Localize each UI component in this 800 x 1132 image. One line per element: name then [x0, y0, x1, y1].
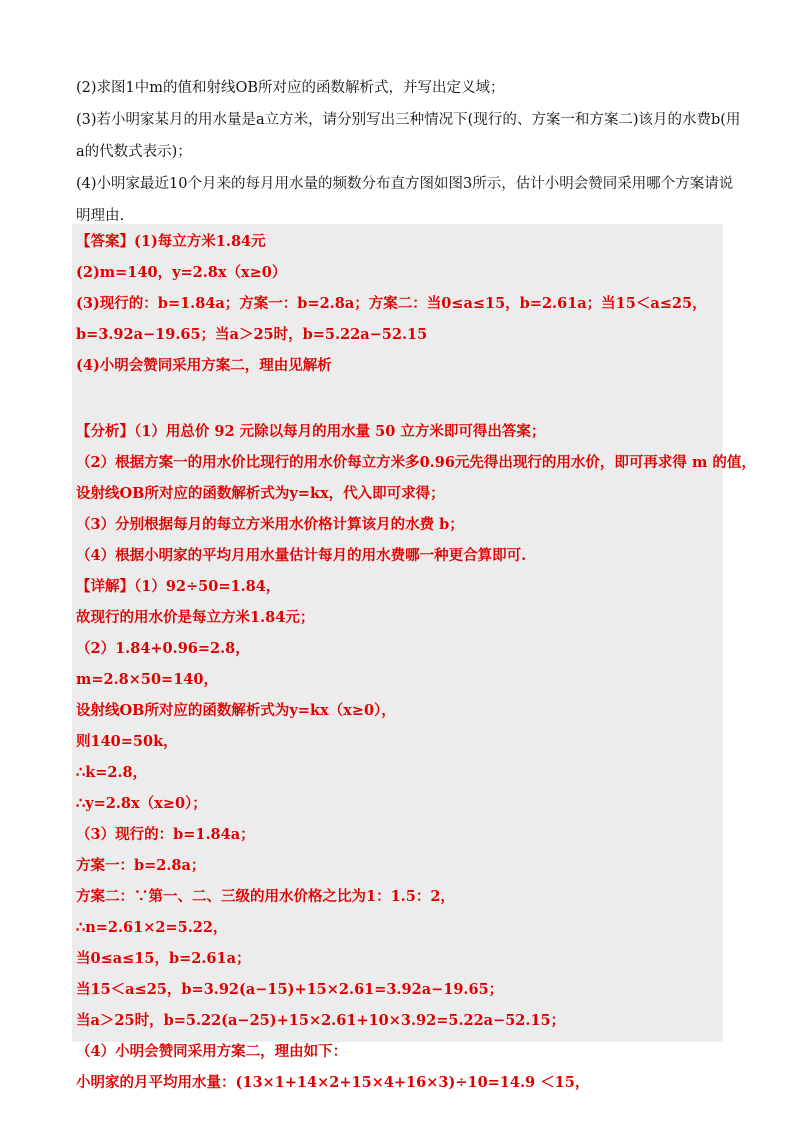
question-line: (2)求图1中m的值和射线OB所对应的函数解析式，并写出定义域；: [76, 80, 505, 96]
detail-line: 当0≤a≤15，b=2.61a；: [76, 950, 251, 967]
question-line: (3)若小明家某月的用水量是a立方米，请分别写出三种情况下(现行的、方案一和方案二)该月的水费b(用: [76, 112, 741, 128]
answer-content: [76, 226, 756, 1098]
answer-line: (3)现行的：b=1.84a；方案一：b=2.8a；方案二：当0≤a≤15，b=2.61a；当15＜a≤25，: [76, 295, 707, 312]
question-line: 明理由.: [76, 208, 125, 224]
question-line: (4)小明家最近10个月来的每月用水量的频数分布直方图如图3所示，估计小明会赞同采用哪个方案请说: [76, 176, 734, 192]
detail-line: 方案二：∵第一、二、三级的用水价格之比为1：1.5：2，: [76, 888, 455, 905]
detail-line: 【详解】（1）92÷50=1.84，: [76, 578, 281, 595]
spacer: [76, 381, 726, 416]
detail-line: ∴k=2.8，: [76, 764, 148, 781]
detail-line: 当15＜a≤25，b=3.92(a−15)+15×2.61=3.92a−19.65；: [76, 981, 504, 998]
analysis-line: 【分析】（1）用总价 92 元除以每月的用水量 50 立方米即可得出答案；: [76, 423, 546, 440]
detail-line: （3）现行的：b=1.84a；: [76, 826, 255, 843]
question-block: [76, 72, 741, 232]
analysis-line: 设射线OB所对应的函数解析式为y=kx，代入即可求得；: [76, 485, 445, 502]
detail-line: 小明家的月平均用水量：(13×1+14×2+15×4+16×3)÷10=14.9 ＜15，: [76, 1074, 590, 1091]
answer-line: (4)小明会赞同采用方案二，理由见解析: [76, 357, 332, 374]
detail-line: 设射线OB所对应的函数解析式为y=kx（x≥0），: [76, 702, 396, 719]
answer-line: 【答案】(1)每立方米1.84元: [76, 233, 266, 250]
detail-line: ∴y=2.8x（x≥0）；: [76, 795, 207, 812]
analysis-line: （2）根据方案一的用水价比现行的用水价每立方米多0.96元先得出现行的用水价，即可再求得 m 的值，: [76, 454, 756, 471]
analysis-line: （4）根据小明家的平均月用水量估计每月的用水费哪一种更合算即可.: [76, 547, 527, 564]
detail-line: 当a＞25时，b=5.22(a−25)+15×2.61+10×3.92=5.22a−52.15；: [76, 1012, 566, 1029]
question-line: a的代数式表示)；: [76, 144, 192, 160]
answer-line: b=3.92a−19.65；当a＞25时，b=5.22a−52.15: [76, 326, 428, 343]
detail-line: 故现行的用水价是每立方米1.84元；: [76, 609, 315, 626]
answer-line: (2)m=140，y=2.8x（x≥0）: [76, 264, 287, 281]
analysis-line: （3）分别根据每月的每立方米用水价格计算该月的水费 b；: [76, 516, 464, 533]
detail-line: （2）1.84+0.96=2.8，: [76, 640, 250, 657]
detail-line: m=2.8×50=140，: [76, 671, 218, 688]
detail-line: （4）小明会赞同采用方案二，理由如下：: [76, 1043, 348, 1060]
detail-line: 方案一：b=2.8a；: [76, 857, 206, 874]
detail-line: 则140=50k，: [76, 733, 178, 750]
detail-line: ∴n=2.61×2=5.22，: [76, 919, 228, 936]
